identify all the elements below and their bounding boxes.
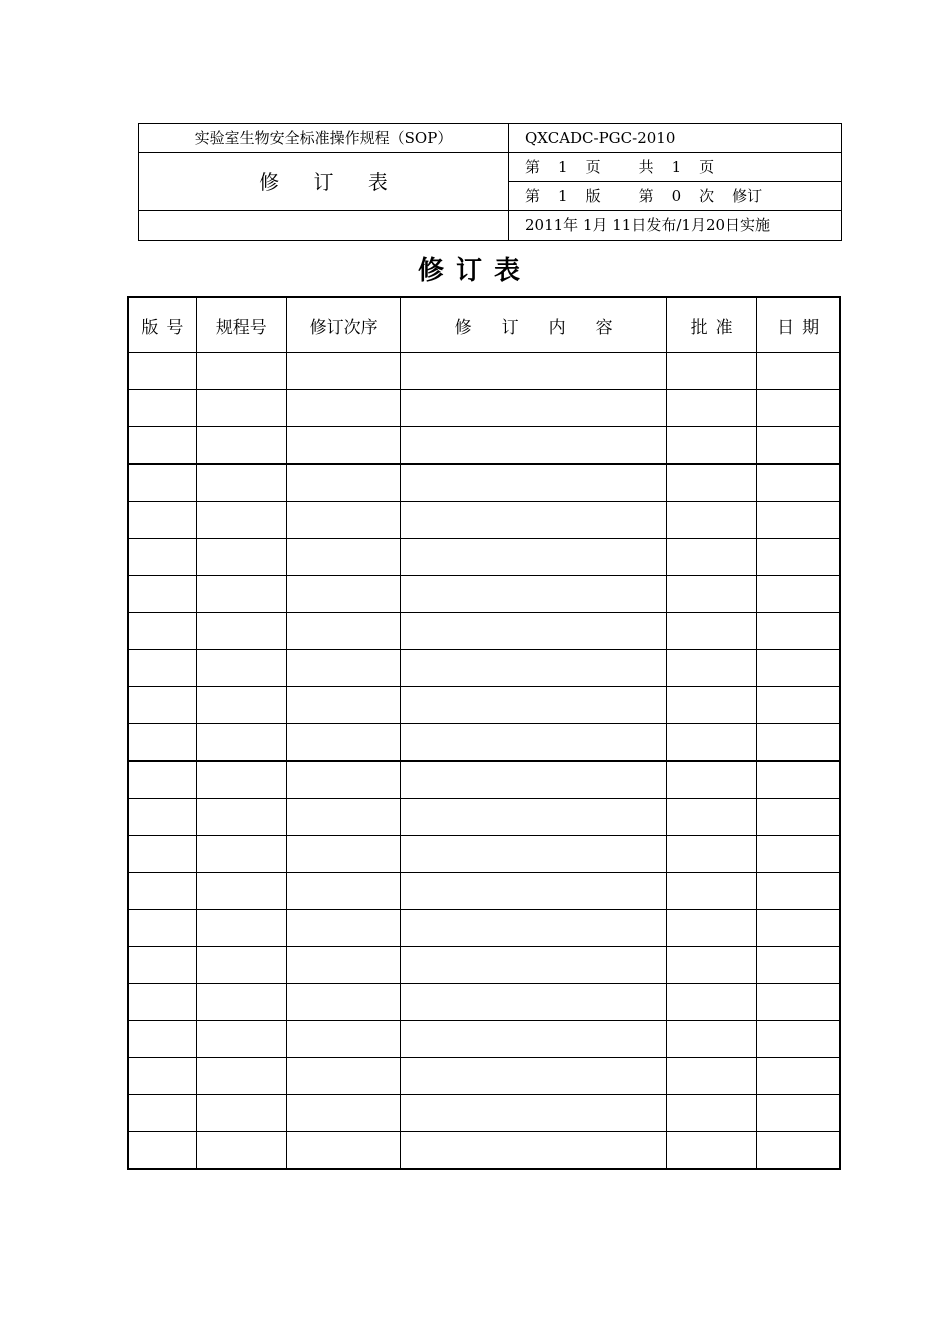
table-cell[interactable] xyxy=(757,761,840,799)
table-cell[interactable] xyxy=(757,910,840,947)
table-row xyxy=(128,799,840,836)
table-row xyxy=(128,576,840,613)
column-header-revision-order: 修订次序 xyxy=(286,297,400,353)
table-cell[interactable] xyxy=(128,650,196,687)
table-cell[interactable] xyxy=(286,1095,400,1132)
page-title: 修订表 xyxy=(417,256,532,286)
table-cell[interactable] xyxy=(196,650,286,687)
table-cell[interactable] xyxy=(196,539,286,576)
table-cell[interactable] xyxy=(401,1058,667,1095)
table-row xyxy=(128,427,840,465)
page-info: 第 1 页 共 1 页 xyxy=(509,153,842,182)
table-cell[interactable] xyxy=(666,1132,756,1170)
table-cell[interactable] xyxy=(286,1132,400,1170)
table-cell[interactable] xyxy=(286,539,400,576)
form-title: 修 订 表 xyxy=(139,153,509,211)
table-cell[interactable] xyxy=(128,502,196,539)
column-header-approval: 批准 xyxy=(666,297,756,353)
revision-table-header xyxy=(128,297,840,353)
table-cell[interactable] xyxy=(401,464,667,502)
document-code: QXCADC-PGC-2010 xyxy=(509,124,842,153)
table-cell[interactable] xyxy=(286,873,400,910)
table-cell[interactable] xyxy=(401,390,667,427)
table-cell[interactable] xyxy=(286,1058,400,1095)
table-cell[interactable] xyxy=(401,613,667,650)
table-cell[interactable] xyxy=(196,464,286,502)
table-row xyxy=(128,390,840,427)
table-row xyxy=(128,502,840,539)
table-cell[interactable] xyxy=(666,390,756,427)
table-cell[interactable] xyxy=(666,947,756,984)
table-cell[interactable] xyxy=(757,1132,840,1170)
table-cell[interactable] xyxy=(757,576,840,613)
table-cell[interactable] xyxy=(196,1095,286,1132)
table-cell[interactable] xyxy=(757,687,840,724)
table-cell[interactable] xyxy=(128,613,196,650)
table-row xyxy=(128,836,840,873)
table-cell[interactable] xyxy=(757,1021,840,1058)
table-cell[interactable] xyxy=(128,464,196,502)
table-cell[interactable] xyxy=(196,984,286,1021)
table-cell[interactable] xyxy=(286,947,400,984)
table-cell[interactable] xyxy=(666,799,756,836)
table-cell[interactable] xyxy=(401,353,667,390)
table-cell[interactable] xyxy=(401,1095,667,1132)
table-row xyxy=(128,947,840,984)
column-header-procedure-number: 规程号 xyxy=(196,297,286,353)
table-cell[interactable] xyxy=(286,984,400,1021)
table-cell[interactable] xyxy=(196,687,286,724)
table-cell[interactable] xyxy=(401,1021,667,1058)
document-title: 实验室生物安全标准操作规程（SOP） xyxy=(139,124,509,153)
table-cell[interactable] xyxy=(286,502,400,539)
table-cell[interactable] xyxy=(128,799,196,836)
table-cell[interactable] xyxy=(757,650,840,687)
table-cell[interactable] xyxy=(128,390,196,427)
table-cell[interactable] xyxy=(286,724,400,762)
table-cell[interactable] xyxy=(666,1095,756,1132)
table-cell[interactable] xyxy=(286,836,400,873)
table-cell[interactable] xyxy=(128,687,196,724)
table-cell[interactable] xyxy=(757,984,840,1021)
table-row xyxy=(128,724,840,762)
table-cell[interactable] xyxy=(196,1058,286,1095)
table-cell[interactable] xyxy=(757,836,840,873)
table-row xyxy=(128,910,840,947)
table-cell[interactable] xyxy=(196,576,286,613)
table-cell[interactable] xyxy=(757,613,840,650)
table-cell[interactable] xyxy=(286,1021,400,1058)
table-cell[interactable] xyxy=(666,984,756,1021)
table-cell[interactable] xyxy=(196,390,286,427)
table-cell[interactable] xyxy=(196,353,286,390)
table-cell[interactable] xyxy=(757,390,840,427)
table-cell[interactable] xyxy=(286,650,400,687)
table-cell[interactable] xyxy=(196,613,286,650)
table-cell[interactable] xyxy=(196,427,286,465)
table-cell[interactable] xyxy=(128,427,196,465)
table-cell[interactable] xyxy=(401,724,667,762)
table-cell[interactable] xyxy=(128,576,196,613)
table-cell[interactable] xyxy=(196,1132,286,1170)
table-cell[interactable] xyxy=(196,836,286,873)
table-cell[interactable] xyxy=(757,873,840,910)
table-row xyxy=(128,1021,840,1058)
table-cell[interactable] xyxy=(128,1021,196,1058)
table-row xyxy=(128,873,840,910)
table-row xyxy=(128,353,840,390)
table-cell[interactable] xyxy=(666,1021,756,1058)
table-cell[interactable] xyxy=(666,464,756,502)
table-cell[interactable] xyxy=(666,502,756,539)
table-cell[interactable] xyxy=(128,1095,196,1132)
release-info: 2011年 1月 11日发布/1月20日实施 xyxy=(509,211,842,241)
table-cell[interactable] xyxy=(757,724,840,762)
table-row xyxy=(128,761,840,799)
table-cell[interactable] xyxy=(196,910,286,947)
table-cell[interactable] xyxy=(286,576,400,613)
revision-table xyxy=(127,296,841,1170)
table-row xyxy=(128,464,840,502)
table-cell[interactable] xyxy=(401,650,667,687)
table-cell[interactable] xyxy=(757,947,840,984)
table-cell[interactable] xyxy=(757,539,840,576)
table-cell[interactable] xyxy=(286,353,400,390)
document-header xyxy=(138,123,842,241)
table-cell[interactable] xyxy=(666,761,756,799)
table-cell[interactable] xyxy=(128,984,196,1021)
table-cell[interactable] xyxy=(666,873,756,910)
table-cell[interactable] xyxy=(757,427,840,465)
table-cell[interactable] xyxy=(666,427,756,465)
table-cell[interactable] xyxy=(401,984,667,1021)
table-cell[interactable] xyxy=(401,539,667,576)
table-cell[interactable] xyxy=(401,576,667,613)
table-cell[interactable] xyxy=(757,1058,840,1095)
table-cell[interactable] xyxy=(401,687,667,724)
table-cell[interactable] xyxy=(196,947,286,984)
column-header-edition: 版号 xyxy=(128,297,196,353)
table-cell[interactable] xyxy=(128,910,196,947)
edition-info: 第 1 版 第 0 次 修订 xyxy=(509,182,842,211)
table-cell[interactable] xyxy=(286,613,400,650)
table-cell[interactable] xyxy=(196,873,286,910)
table-cell[interactable] xyxy=(401,836,667,873)
table-cell[interactable] xyxy=(666,836,756,873)
table-row xyxy=(128,1058,840,1095)
table-cell[interactable] xyxy=(401,910,667,947)
table-cell[interactable] xyxy=(286,390,400,427)
table-cell[interactable] xyxy=(666,539,756,576)
table-cell[interactable] xyxy=(196,1021,286,1058)
table-cell[interactable] xyxy=(666,353,756,390)
table-row xyxy=(128,650,840,687)
table-cell[interactable] xyxy=(757,353,840,390)
table-cell[interactable] xyxy=(128,873,196,910)
table-cell[interactable] xyxy=(128,761,196,799)
table-cell[interactable] xyxy=(196,761,286,799)
table-cell[interactable] xyxy=(401,947,667,984)
table-cell[interactable] xyxy=(666,724,756,762)
table-cell[interactable] xyxy=(128,539,196,576)
table-cell[interactable] xyxy=(128,947,196,984)
table-cell[interactable] xyxy=(286,799,400,836)
table-cell[interactable] xyxy=(401,799,667,836)
table-row xyxy=(128,613,840,650)
table-cell[interactable] xyxy=(401,1132,667,1170)
table-cell[interactable] xyxy=(286,687,400,724)
revision-table-body xyxy=(128,353,840,1170)
table-cell[interactable] xyxy=(666,1058,756,1095)
table-cell[interactable] xyxy=(666,910,756,947)
table-cell[interactable] xyxy=(401,427,667,465)
table-cell[interactable] xyxy=(401,873,667,910)
table-cell[interactable] xyxy=(286,464,400,502)
table-cell[interactable] xyxy=(757,799,840,836)
table-cell[interactable] xyxy=(196,799,286,836)
table-cell[interactable] xyxy=(196,724,286,762)
table-row xyxy=(128,1095,840,1132)
header-blank-cell xyxy=(139,211,509,241)
table-cell[interactable] xyxy=(757,502,840,539)
column-header-revision-content: 修订内容 xyxy=(401,297,667,353)
table-cell[interactable] xyxy=(128,1132,196,1170)
table-cell[interactable] xyxy=(666,576,756,613)
table-cell[interactable] xyxy=(401,502,667,539)
table-row xyxy=(128,1132,840,1170)
table-cell[interactable] xyxy=(401,761,667,799)
table-row xyxy=(128,984,840,1021)
table-cell[interactable] xyxy=(196,502,286,539)
table-cell[interactable] xyxy=(666,687,756,724)
table-cell[interactable] xyxy=(128,724,196,762)
table-cell[interactable] xyxy=(128,1058,196,1095)
table-cell[interactable] xyxy=(666,650,756,687)
table-row xyxy=(128,687,840,724)
column-header-date: 日期 xyxy=(757,297,840,353)
table-cell[interactable] xyxy=(286,427,400,465)
table-cell[interactable] xyxy=(128,353,196,390)
table-cell[interactable] xyxy=(757,464,840,502)
table-cell[interactable] xyxy=(757,1095,840,1132)
table-cell[interactable] xyxy=(128,836,196,873)
table-cell[interactable] xyxy=(286,910,400,947)
table-cell[interactable] xyxy=(286,761,400,799)
table-cell[interactable] xyxy=(666,613,756,650)
table-row xyxy=(128,539,840,576)
